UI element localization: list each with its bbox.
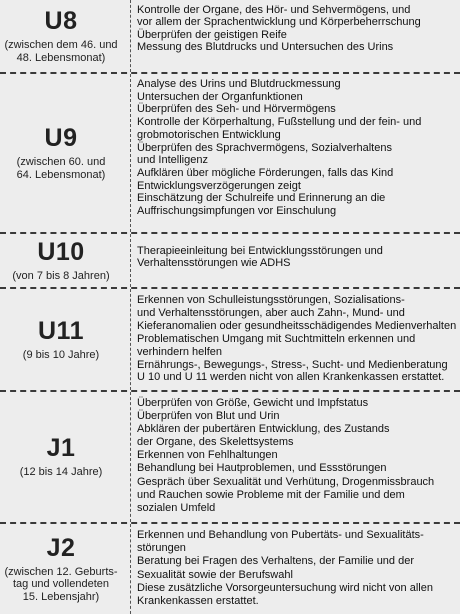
age-range: (zwischen dem 46. und 48. Lebensmonat) (4, 39, 118, 64)
checkup-description: Kontrolle der Organe, des Hör- und Sehvermögens, und vor allem der Sprachentwicklung und Körperbeherrschung Überprüfen der geistigen Reife Messung des Blutdrucks und Untersuchen des Urins (137, 4, 421, 54)
checkup-code: J2 (46, 533, 76, 562)
row-label (0, 392, 122, 522)
row-label (0, 74, 122, 232)
row-u10 (0, 232, 460, 287)
row-label (0, 524, 122, 614)
checkup-description: Analyse des Urins und Blutdruckmessung Untersuchen der Organfunktionen Überprüfen des Seh- und Hörvermögens Kontrolle der Körperhaltung, Fußstellung und der fein- und grobmotorischen Entwicklung Überprüfen des Sprachvermögens, Sozialverhaltens und Intelligenz Aufklären über mögliche Förderungen, falls das Kind Entwicklungsverzögerungen zeigt Einschätzung der Schulreife und Erinnerung an die Auffrischungsimpfungen vor Einschulung (137, 78, 422, 218)
checkup-description: Erkennen von Schulleistungsstörungen, Sozialisations- und Verhaltensstörungen, aber auch Zahn-, Mund- und Kieferanomalien oder gesundheitsschädigendes Medienverhalten Problematischen Umgang mit Suchtmitteln erkennen und verhindern helfen Ernährungs-, Bewegungs-, Stress-, Sucht- und Medienberatung U 10 und U 11 werden nicht von allen Krankenkassen erstattet. (137, 294, 457, 384)
age-range: (9 bis 10 Jahre) (22, 348, 100, 361)
age-range: (zwischen 60. und 64. Lebensmonat) (16, 156, 106, 181)
row-j1 (0, 390, 460, 522)
row-label (0, 234, 122, 287)
checkup-description: Überprüfen von Größe, Gewicht und Impfstatus Überprüfen von Blut und Urin Abklären der pubertären Entwicklung, des Zustands der Organe, des Skelettsystems Erkennen von Fehlhaltungen Behandlung bei Hautproblemen, und Essstörungen Gespräch über Sexualität und Verhütung, Drogenmissbrauch und Rauchen sowie Probleme mit der Familie und dem sozialen Umfeld (137, 397, 435, 514)
row-j2 (0, 522, 460, 614)
column-divider (130, 524, 131, 614)
column-divider (130, 0, 131, 72)
checkup-code: U10 (37, 237, 85, 266)
age-range: (von 7 bis 8 Jahren) (12, 269, 110, 282)
checkup-description: Therapieeinleitung bei Entwicklungsstörungen und Verhaltensstörungen wie ADHS (137, 245, 383, 270)
checkup-code: U8 (44, 7, 78, 35)
age-range: (12 bis 14 Jahre) (19, 466, 103, 479)
row-u11 (0, 287, 460, 390)
column-divider (130, 234, 131, 287)
column-divider (130, 392, 131, 522)
checkup-code: U9 (44, 124, 78, 152)
column-divider (130, 74, 131, 232)
age-range: (zwischen 12. Geburts- tag und vollendeten 15. Lebensjahr) (4, 565, 118, 603)
column-divider (130, 289, 131, 390)
row-u9 (0, 72, 460, 232)
row-u8 (0, 0, 460, 72)
row-label (0, 0, 122, 72)
row-label (0, 289, 122, 390)
checkup-code: J1 (46, 434, 76, 463)
checkup-description: Erkennen und Behandlung von Pubertäts- und Sexualitäts- störungen Beratung bei Fragen des Verhaltens, der Familie und der Sexualität sowie der Berufswahl Diese zusätzliche Vorsorgeuntersuchung wird nicht von allen Krankenkassen erstattet. (137, 529, 433, 608)
checkup-code: U11 (38, 316, 84, 345)
